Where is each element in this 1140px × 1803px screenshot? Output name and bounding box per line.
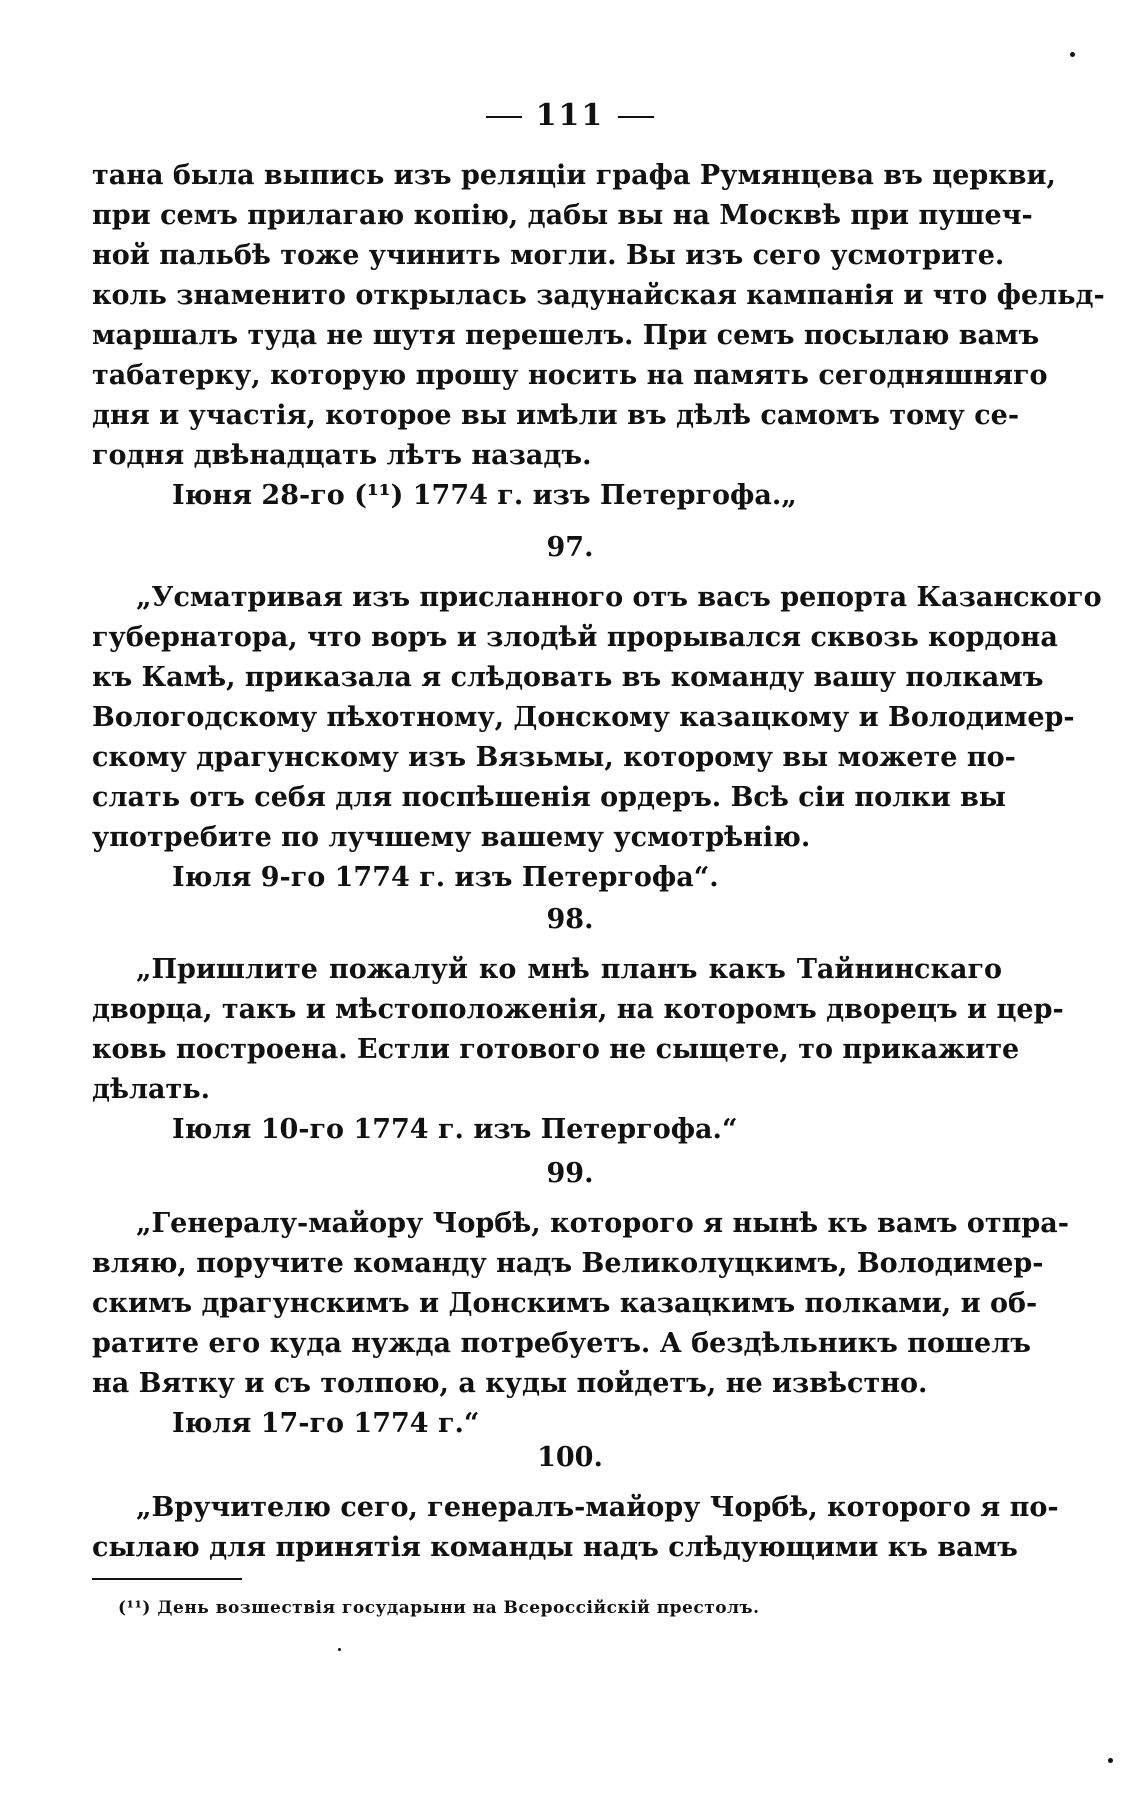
letter-date-signature: Iюля 10-го 1774 г. изъ Петергофа.“	[172, 1114, 738, 1145]
text-line: тана была выпись изъ реляцiи графа Румянцева въ церкви,	[92, 160, 1056, 191]
footnote-divider	[92, 1578, 242, 1580]
page-number: 111	[535, 98, 605, 133]
entry-number-99: 99.	[546, 1158, 594, 1189]
scan-speck	[1070, 52, 1075, 57]
entry-99-text	[92, 1204, 1069, 1444]
text-line: къ Камѣ, приказала я слѣдовать въ команду вашу полкамъ	[92, 662, 1044, 693]
scan-speck	[1108, 1758, 1113, 1763]
text-line: ратите его куда нужда потребуетъ. А бездѣльникъ пошелъ	[92, 1328, 1031, 1359]
scan-speck	[338, 1648, 341, 1651]
continuation-paragraph	[92, 156, 1105, 516]
text-line: скому драгунскому изъ Вязьмы, которому вы можете по-	[92, 742, 1016, 773]
text-line: вляю, поручите команду надъ Великолуцкимъ, Володимер-	[92, 1248, 1044, 1279]
text-line: ной пальбѣ тоже учинить могли. Вы изъ сего усмотрите.	[92, 240, 1005, 271]
text-line: употребите по лучшему вашему усмотрѣнiю.	[92, 822, 811, 853]
entry-number-98: 98.	[546, 904, 594, 935]
dash-left	[486, 116, 522, 118]
entry-number-97: 97.	[546, 532, 594, 563]
dash-right	[618, 116, 654, 118]
text-line: табатерку, которую прошу носить на память сегодняшняго	[92, 360, 1048, 391]
entry-97-text	[92, 578, 1102, 898]
letter-date-signature: Iюля 9-го 1774 г. изъ Петергофа“.	[172, 862, 719, 893]
text-line: маршалъ туда не шутя перешелъ. При семъ посылаю вамъ	[92, 320, 1040, 351]
page-number-header	[0, 98, 1140, 133]
entry-number-100: 100.	[537, 1442, 603, 1473]
text-line: на Вятку и съ толпою, а куды пойдетъ, не извѣстно.	[92, 1368, 928, 1399]
text-line: губернатора, что воръ и злодѣй прорывался сквозь кордона	[92, 622, 1058, 653]
text-line: дня и участiя, которое вы имѣли въ дѣлѣ самомъ тому се-	[92, 400, 1020, 431]
text-line: „Усматривая изъ присланного отъ васъ репорта Казанского	[136, 582, 1102, 613]
text-line: при семъ прилагаю копiю, дабы вы на Москвѣ при пушеч-	[92, 200, 1033, 231]
text-line: „Пришлите пожалуй ко мнѣ планъ какъ Тайнинскаго	[136, 954, 1002, 985]
text-line: Вологодскому пѣхотному, Донскому казацкому и Володимер-	[92, 702, 1075, 733]
text-line: дворца, такъ и мѣстоположенiя, на которомъ дворецъ и цер-	[92, 994, 1064, 1025]
text-line: слать отъ себя для поспѣшенiя ордеръ. Всѣ сiи полки вы	[92, 782, 1006, 813]
letter-date-signature: Iюня 28-го (¹¹) 1774 г. изъ Петергофа.„	[172, 480, 797, 511]
text-line: „Генералу-майору Чорбѣ, которого я нынѣ къ вамъ отпра-	[136, 1208, 1069, 1239]
text-line: коль знаменито открылась задунайская кампанiя и что фельд-	[92, 280, 1105, 311]
entry-100-text	[92, 1488, 1059, 1568]
footnote: (¹¹) День возшествiя государыни на Всероссiйскiй престолъ.	[118, 1598, 760, 1618]
text-line: годня двѣнадцать лѣтъ назадъ.	[92, 440, 592, 471]
text-line: скимъ драгунскимъ и Донскимъ казацкимъ полками, и об-	[92, 1288, 1038, 1319]
text-line: дѣлать.	[92, 1074, 210, 1105]
letter-date-signature: Iюля 17-го 1774 г.“	[172, 1408, 480, 1439]
entry-98-text	[92, 950, 1064, 1150]
text-line: „Вручителю сего, генералъ-майору Чорбѣ, которого я по-	[136, 1492, 1059, 1523]
text-line: сылаю для принятiя команды надъ слѣдующими къ вамъ	[92, 1532, 1018, 1563]
text-line: ковь построена. Естли готового не сыщете, то прикажите	[92, 1034, 1020, 1065]
